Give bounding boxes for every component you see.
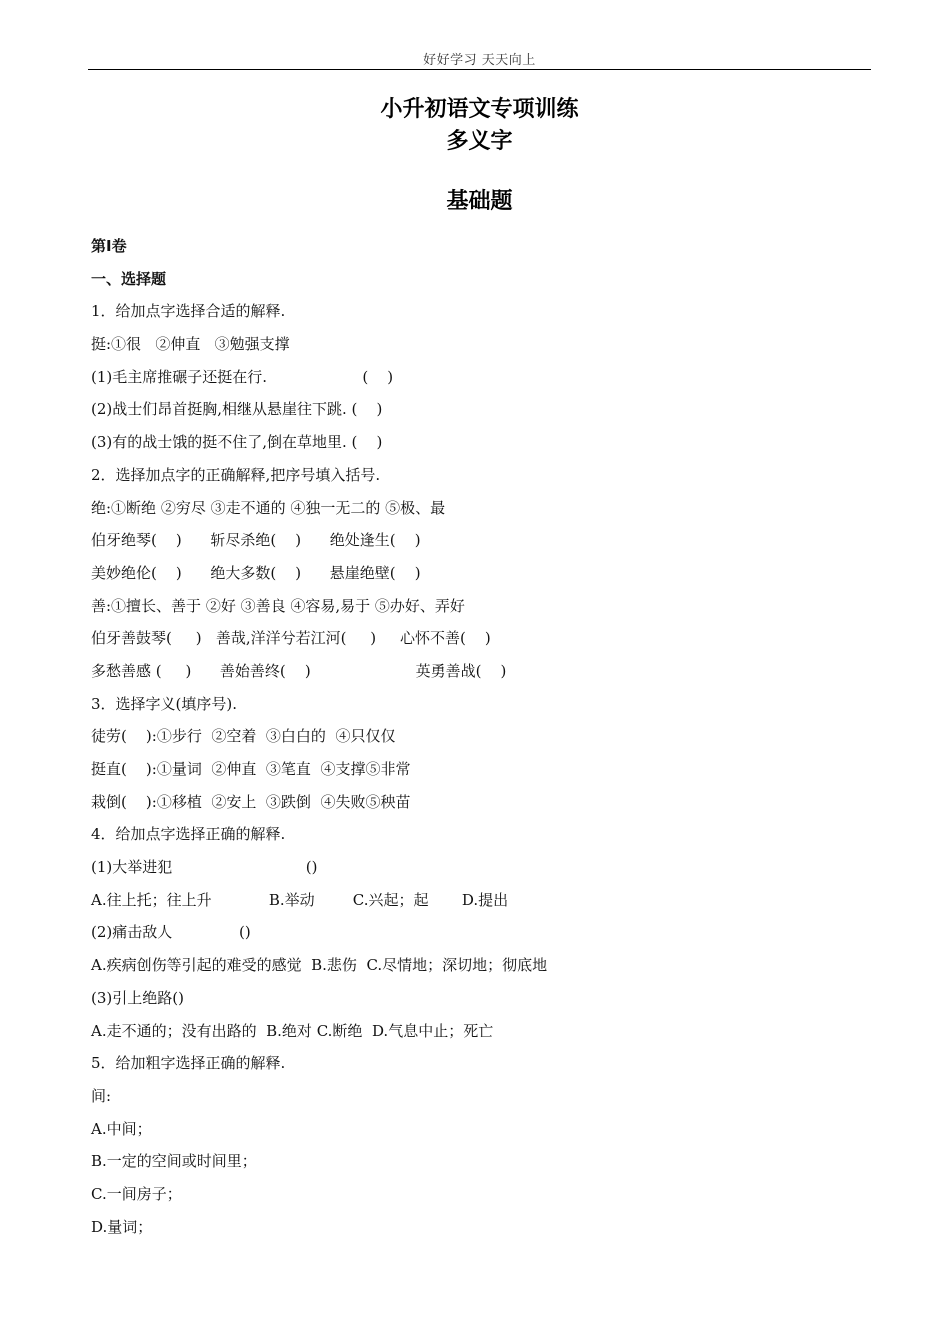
text-line: C.一间房子； [91, 1184, 182, 1203]
text-line: 伯牙绝琴( ) 斩尽杀绝( ) 绝处逢生( ) [91, 531, 421, 550]
text-line: 善:①擅长、善于 ②好 ③善良 ④容易,易于 ⑤办好、弄好 [91, 596, 465, 615]
text-line: 1．给加点字选择合适的解释. [91, 302, 286, 321]
text-line: 3．选择字义(填序号). [91, 694, 238, 713]
header-divider [88, 69, 871, 70]
text-line: (2)痛击敌人 () [91, 923, 251, 942]
text-line: 多愁善感 ( ) 善始善终( ) 英勇善战( ) [91, 661, 507, 680]
text-line: 栽倒( ):①移植 ②安上 ③跌倒 ④失败⑤秧苗 [91, 792, 411, 811]
text-line: (1)大举进犯 () [91, 858, 318, 877]
text-line: A.中间； [91, 1119, 152, 1138]
document-title: 小升初语文专项训练 [380, 97, 579, 122]
text-line: 2．选择加点字的正确解释,把序号填入括号. [91, 465, 381, 484]
text-line: 4．给加点字选择正确的解释. [91, 825, 286, 844]
section-heading: 第Ⅰ卷 [91, 237, 127, 255]
text-line: 挺:①很 ②伸直 ③勉强支撑 [91, 335, 290, 354]
document-subtitle: 多义字 [446, 129, 513, 154]
text-line: A.疾病创伤等引起的难受的感觉 B.悲伤 C.尽情地；深切地；彻底地 [91, 956, 548, 975]
text-line: 5．给加粗字选择正确的解释. [91, 1054, 286, 1073]
text-line: (1)毛主席推碾子还挺在行. ( ) [91, 367, 394, 386]
text-line: 美妙绝伦( ) 绝大多数( ) 悬崖绝壁( ) [91, 563, 421, 582]
text-line: (3)有的战士饿的挺不住了,倒在草地里. ( ) [91, 433, 383, 452]
text-line: 挺直( ):①量词 ②伸直 ③笔直 ④支撑⑤非常 [91, 760, 411, 778]
section-title: 基础题 [446, 189, 513, 214]
text-line: (2)战士们昂首挺胸,相继从悬崖往下跳. ( ) [91, 400, 383, 419]
section-heading: 一、选择题 [91, 269, 167, 288]
page-header: 好好学习 天天向上 [423, 53, 536, 68]
text-line: A.往上托；往上升 B.举动 C.兴起；起 D.提出 [91, 890, 509, 909]
text-line: 徒劳( ):①步行 ②空着 ③白白的 ④只仅仅 [91, 727, 396, 746]
text-line: A.走不通的；没有出路的 B.绝对 C.断绝 D.气息中止；死亡 [91, 1021, 494, 1040]
text-line: (3)引上绝路() [91, 988, 184, 1007]
text-line: D.量词； [91, 1217, 153, 1236]
text-line: 伯牙善鼓琴( ) 善哉,洋洋兮若江河( ) 心怀不善( ) [91, 629, 491, 648]
text-line: 绝:①断绝 ②穷尽 ③走不通的 ④独一无二的 ⑤极、最 [91, 498, 446, 517]
text-line: B.一定的空间或时间里； [91, 1152, 257, 1171]
document-body [91, 230, 861, 1243]
text-line: 间: [91, 1086, 112, 1105]
